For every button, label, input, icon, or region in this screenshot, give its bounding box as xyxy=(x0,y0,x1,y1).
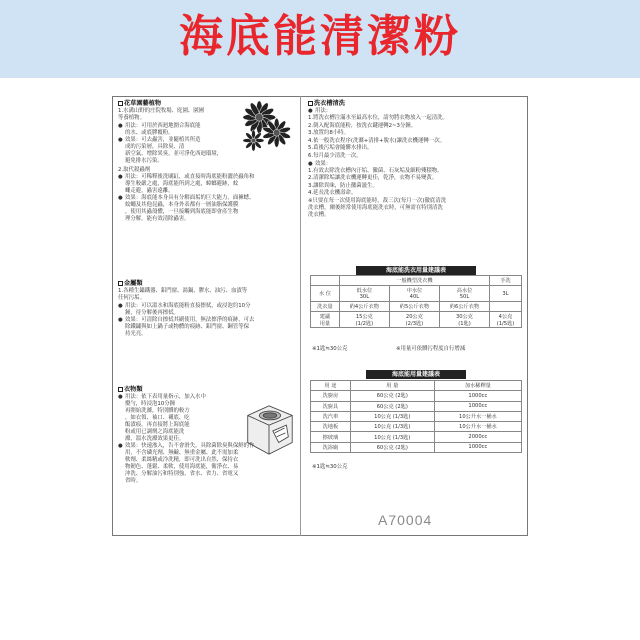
table-row xyxy=(311,286,522,302)
bullet-icon: ● xyxy=(118,316,123,323)
table-cell: 1000cc xyxy=(434,391,521,401)
table-row-label: 水 位 xyxy=(311,286,340,302)
bullet-item xyxy=(118,303,296,317)
bullet-item xyxy=(118,137,296,165)
bullet-text: 用法： xyxy=(315,108,332,114)
bullet-icon: ● xyxy=(118,122,123,129)
bullet-icon: ● xyxy=(308,108,313,114)
product-title: 海底能清潔粉 xyxy=(179,11,461,62)
table-cell xyxy=(490,302,522,312)
step: 3.讓除異味，防止黴菌滋生。 xyxy=(308,182,378,189)
table-cell: 2000cc xyxy=(434,432,521,442)
usage-table-title: 海底能用量建議表 xyxy=(366,370,466,379)
bullet-icon: ● xyxy=(118,394,123,400)
section-title-text: 花草園藝植物 xyxy=(124,100,162,107)
table-cell: 約5公斤衣物 xyxy=(389,302,439,312)
paragraph: 2.取代殺蟲劑 xyxy=(118,166,151,173)
bullet-item xyxy=(118,317,296,338)
table-row xyxy=(311,391,522,401)
table-cell: 3L xyxy=(490,286,522,302)
table-row xyxy=(311,312,522,328)
bullet-text: 用法：可用於西迴地圍合海底能 的水、或底膠覆粉。 xyxy=(125,122,201,136)
step: 6.每月最少清洗一次。 xyxy=(308,152,362,159)
table-note: ※1匙≒30公克 xyxy=(312,464,348,470)
table-row xyxy=(311,302,522,312)
table-cell: 10公升水一桶水 xyxy=(434,411,521,421)
table-row xyxy=(311,401,522,411)
step: 1.將洗衣槽注滿水至最高水位，請勿將衣物放入一起清洗。 xyxy=(308,115,448,121)
table-row xyxy=(311,442,522,452)
bullet-text: 效果：快速滲入，告不會滑失，具除菌除臭與保鮮的作 用，不含磷光劑、無鹼、無重金屬、此不需加柔 軟劑、柔絲精或冷洗精，即可洗出自然、保持衣 物韌色、蓬鬆、柔軟，使用海底能，衛淨衣、易 沖洗、分解油污和特別強，省水、省力、省電又 省時。 xyxy=(125,443,255,484)
section-metal xyxy=(118,280,296,338)
table-cell: 20公克 (2/3匙) xyxy=(389,312,439,328)
checkbox-icon xyxy=(118,387,123,392)
step: 1.有效去除洗衣槽內汙垢、黴菌、石灰垢及細粉殘積物。 xyxy=(308,167,443,174)
laundry-dosage-table xyxy=(310,275,522,328)
bullet-item xyxy=(118,195,296,223)
section-title xyxy=(118,280,296,287)
table-cell: 10公升水一桶水 xyxy=(434,422,521,432)
section-title xyxy=(118,100,296,107)
table-cell: 擦玻璃 xyxy=(311,432,351,442)
bullet-item xyxy=(118,123,296,137)
table-row xyxy=(311,422,522,432)
bullet-text: 用法：依下表用量指示，加入水中 攪勻，時浸泡10分鐘 再開始洗滌，特別髒的較方 ，如衣領、袖口、襪底、吃 飯漬痕，再直接將上海底能 粉或用已調劑之海底能洗 滌，溫水洗滌效果更佳。 xyxy=(125,394,206,442)
table-cell: 1000cc xyxy=(434,442,521,452)
section-title xyxy=(118,386,296,393)
bullet-icon: ● xyxy=(118,302,123,309)
bullet-icon: ● xyxy=(118,443,123,449)
laundry-table-title: 海底能洗衣用量建議表 xyxy=(356,266,476,275)
bullet-text: 用法：可稀釋後洗刷缸，或直接時海底能粉灑於蟲角和 導生較嚴之處，海底能所到之處，蟑螂避跡，蚊 蠅走避，蟲害遠離。 xyxy=(125,174,255,194)
table-row xyxy=(311,411,522,421)
step: 4.依一般洗衣程序(洗滌+清排+脫水)讓洗衣機運轉一次。 xyxy=(308,137,445,144)
bullet-item xyxy=(308,161,522,168)
bullet-item xyxy=(118,394,296,443)
table-header: 加水稀釋量 xyxy=(434,381,521,391)
table-cell: 洗廚具 xyxy=(311,401,351,411)
section-title-text: 洗衣槽清洗 xyxy=(314,100,345,107)
checkbox-icon xyxy=(118,281,123,286)
table-cell: 10公克 (1/3匙) xyxy=(350,411,434,421)
table-cell: 中水位 40L xyxy=(389,286,439,302)
step: 5.葛後污垢會隨髒水排出。 xyxy=(308,145,373,151)
table-cell xyxy=(311,276,340,286)
table-row xyxy=(311,276,522,286)
table-note: ※用量可依髒污程度自行增減 xyxy=(396,346,466,352)
section-title-text: 金屬類 xyxy=(124,280,143,287)
checkbox-icon xyxy=(308,101,313,106)
bullet-icon: ● xyxy=(308,160,313,167)
bullet-icon: ● xyxy=(118,174,123,180)
checkbox-icon xyxy=(118,101,123,106)
table-note: ※1匙≒30公克 xyxy=(312,346,348,352)
table-cell: 60公克 (2匙) xyxy=(350,442,434,452)
bullet-text: 效果：可去蟲害，並隨植其所造 成的污染層，具除臭、清 新空氣、增除異臭，並可淨化西迴環境， 避免排水污染。 xyxy=(125,136,223,164)
table-cell: 10公克 (1/3匙) xyxy=(350,432,434,442)
table-cell: 洗廚房 xyxy=(311,391,351,401)
bullet-text: 效果： xyxy=(315,160,332,167)
table-header: 手洗 xyxy=(490,276,522,286)
product-code: A70004 xyxy=(378,512,433,528)
table-row-label: 洗衣量 xyxy=(311,302,340,312)
table-row xyxy=(311,432,522,442)
section-title-text: 衣物類 xyxy=(124,386,143,393)
bullet-icon: ● xyxy=(118,136,123,143)
table-cell: 10公克 (1/3匙) xyxy=(350,422,434,432)
table-cell: 高水位 50L xyxy=(439,286,489,302)
usage-dosage-table xyxy=(310,380,522,453)
section-plants xyxy=(118,100,296,223)
paragraph: 1.水溝山野的庄院牧場、庭園、園圃 等養植物。 xyxy=(118,108,205,121)
step: 2.清潔除垢讓洗衣機運轉更佳，乾淨，衣物不易變黃。 xyxy=(308,175,438,181)
table-cell: 30公克 (1匙) xyxy=(439,312,489,328)
section-title xyxy=(308,100,522,107)
table-row-label: 建議 用量 xyxy=(311,312,340,328)
step: 4.延長洗衣機壽命。 xyxy=(308,190,357,196)
title-banner xyxy=(0,0,640,78)
table-cell: 4公克 (1/5匙) xyxy=(490,312,522,328)
step: 2.倒入配海底能粉，按洗衣鍵運轉2~3分鐘。 xyxy=(308,122,417,129)
table-cell: 洗地板 xyxy=(311,422,351,432)
bullet-item xyxy=(118,443,296,485)
table-header: 用 量 xyxy=(350,381,434,391)
bullet-text: 效果：海底能本身具有分解面垢的巨大能力，面褲蟋、 蚊蠅及其他昆蟲，本身外表都有一層油脂保護膜 ，使用其蟲殼體，一旦接觸到海底能即會產生物 理分解，能有效清除蟲害。 xyxy=(125,195,255,222)
table-row xyxy=(311,381,522,391)
table-cell: 洗汽車 xyxy=(311,411,351,421)
note: ※只要在每一次使用海底能時，裁三次(每月一次)徹底清洗 洗衣槽，爾後經常使用海底能洗衣時，可無需在特別清洗 洗衣槽。 xyxy=(308,197,447,218)
bullet-text: 效果：可清除自擦拭其刷使用，無法擦淨的痕跡，可去 除鐵鏽與如上鍋子或物體的痕跡、鋁門窗、鋼管等保 持光亮。 xyxy=(125,316,255,337)
table-cell: 約6公斤衣物 xyxy=(439,302,489,312)
bullet-item xyxy=(308,108,522,115)
bullet-icon: ● xyxy=(118,195,123,201)
paragraph: 1.各種生鏽鐵器、鋁門窗、湯鍋、膠水、油污、血漬等 任何污垢。 xyxy=(118,288,248,301)
section-clothes xyxy=(118,386,296,485)
table-header: 一般機型洗衣機 xyxy=(339,276,489,286)
section-washer-cleaning xyxy=(308,100,522,219)
table-cell: 約4公斤衣物 xyxy=(339,302,389,312)
table-cell: 低水位 30L xyxy=(339,286,389,302)
bullet-item xyxy=(118,174,296,195)
table-cell: 60公克 (2匙) xyxy=(350,391,434,401)
table-cell: 60公克 (2匙) xyxy=(350,401,434,411)
table-cell: 1000cc xyxy=(434,401,521,411)
column-divider xyxy=(300,96,301,536)
step: 3.放置約8小時。 xyxy=(308,130,349,136)
table-cell: 15公克 (1/2匙) xyxy=(339,312,389,328)
table-cell: 洗浴廁 xyxy=(311,442,351,452)
bullet-text: 用法：可以溫水和海底能粉直接擦拭，或浸泡約10分 鐘，待分解後再擦拭。 xyxy=(125,302,251,316)
table-header: 用 途 xyxy=(311,381,351,391)
